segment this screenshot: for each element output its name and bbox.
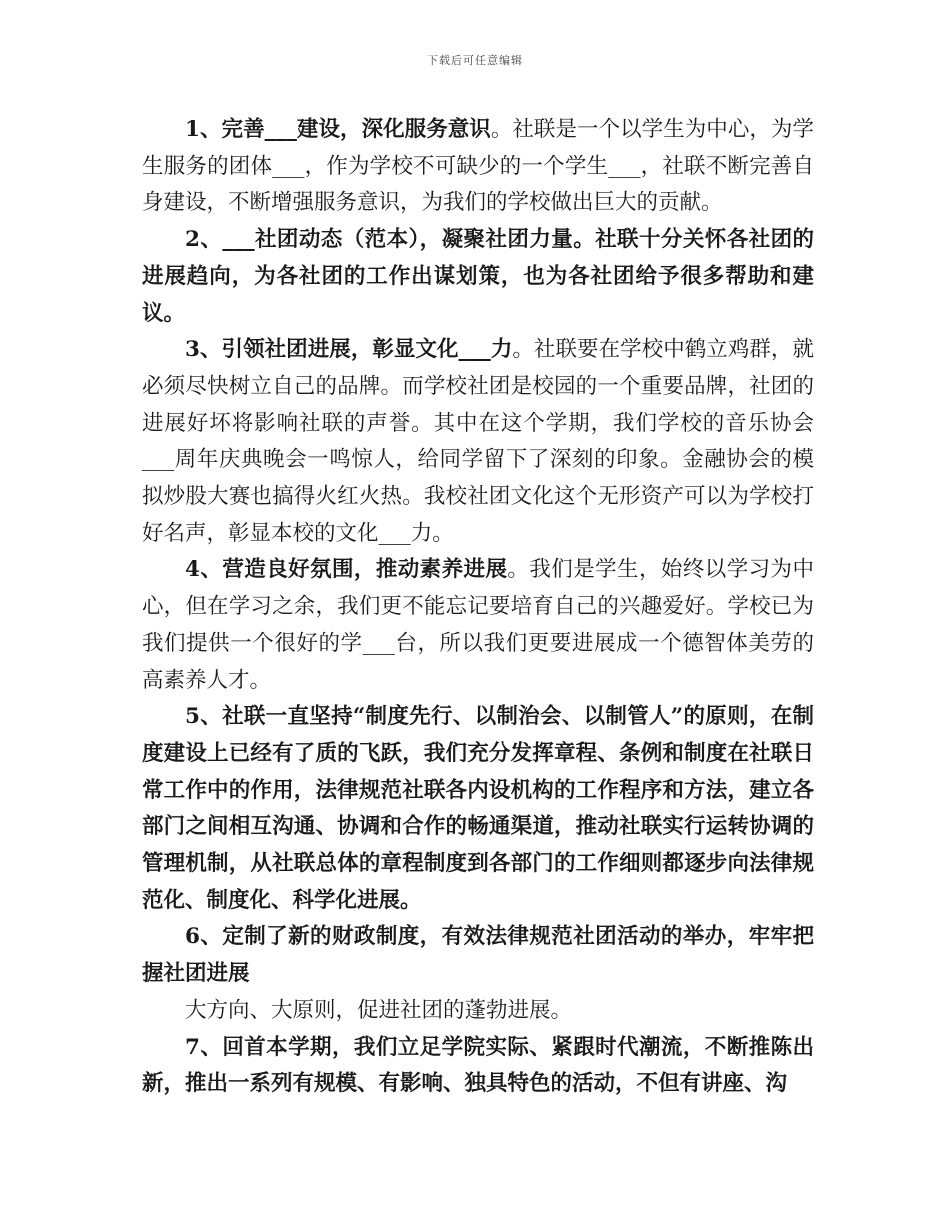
paragraph-4-body: 。我们是学生，始终以学习为中心，但在学习之余，我们更不能忘记要培育自己的兴趣爱好。学校已为我们提供一个很好的学___台，所以我们更要进展成一个德智体美劳的高素养人才。 <box>142 557 814 693</box>
paragraph-1 <box>142 112 814 222</box>
paragraph-6-continuation: 大方向、大原则，促进社团的蓬勃进展。 <box>185 997 573 1023</box>
page-header: 下载后可任意编辑 <box>427 54 523 67</box>
paragraph-1-lead: 1、完善___建设，深化服务意识 <box>185 117 491 142</box>
paragraph-4 <box>142 552 814 699</box>
paragraph-4-lead: 4、营造良好氛围，推动素养进展 <box>185 557 508 583</box>
paragraph-6: 6、定制了新的财政制度，有效法律规范社团活动的举办，牢牢把握社团进展 <box>142 924 814 987</box>
paragraph-5: 5、社联一直坚持“制度先行、以制治会、以制管人”的原则，在制度建设上已经有了质的飞跃，我们充分发挥章程、条例和制度在社联日常工作中的作用，法律规范社联各内设机构的工作程序和方法，建立各部门之间相互沟通、协调和合作的畅通渠道，推动社联实行运转协调的管理机制，从社联总体的章程制度到各部门的工作细则都逐步向法律规范化、制度化、科学化进展。 <box>142 704 814 913</box>
paragraph-3-body: 。社联要在学校中鹤立鸡群，就必须尽快树立自己的品牌。而学校社团是校园的一个重要品牌，社团的进展好坏将影响社联的声誉。其中在这个学期，我们学校的音乐协会___周年庆典晚会一鸣惊人，给同学留下了深刻的印象。金融协会的模拟炒股大赛也搞得火红火热。我校社团文化这个无形资产可以为学校打好名声，彰显本校的文化___力。 <box>142 337 814 546</box>
document-body <box>142 112 814 1103</box>
paragraph-3 <box>142 332 814 552</box>
paragraph-3-lead: 3、引领社团进展，彰显文化___力 <box>185 337 513 363</box>
paragraph-2: 2、___社团动态（范本），凝聚社团力量。社联十分关怀各社团的进展趋向，为各社团的工作出谋划策，也为各社团给予很多帮助和建议。 <box>142 227 814 326</box>
paragraph-7: 7、回首本学期，我们立足学院实际、紧跟时代潮流，不断推陈出新，推出一系列有规模、有影响、独具特色的活动，不但有讲座、沟 <box>142 1034 814 1097</box>
paragraph-1-body: 。社联是一个以学生为中心，为学生服务的团体___，作为学校不可缺少的一个学生___，社联不断完善自身建设，不断增强服务意识，为我们的学校做出巨大的贡献。 <box>142 117 814 216</box>
